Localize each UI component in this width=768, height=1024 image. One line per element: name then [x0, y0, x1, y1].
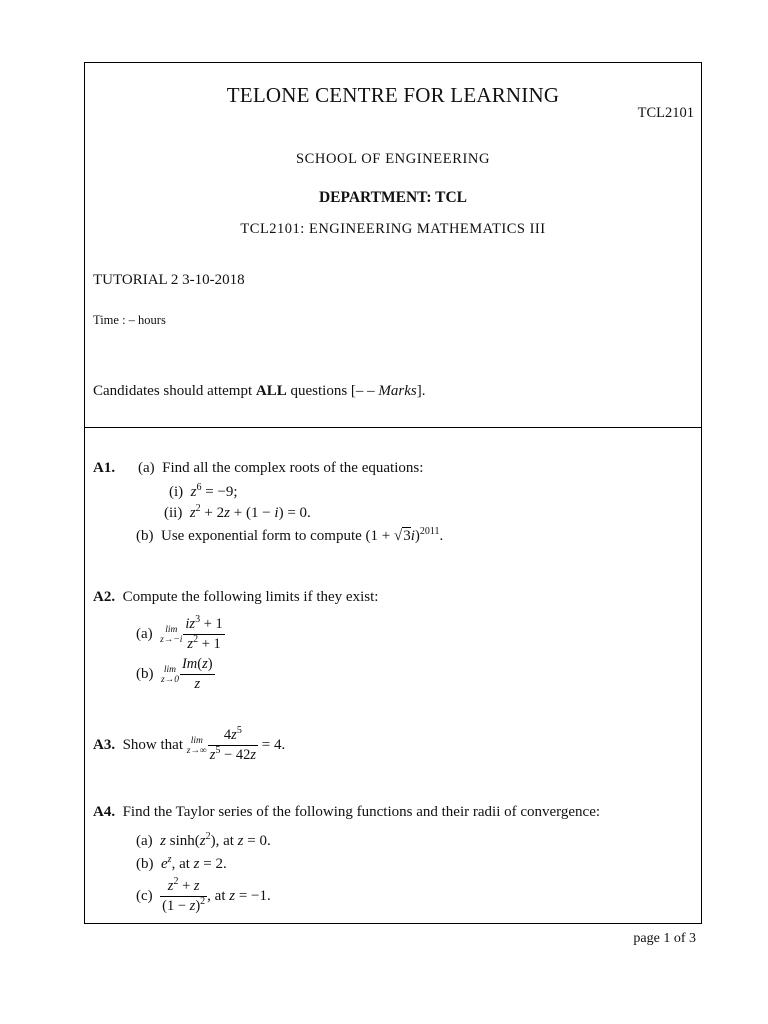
exam-sheet — [84, 62, 702, 924]
department-name: DEPARTMENT: TCL — [318, 189, 467, 206]
question-a1a-ii: (ii) $z^2 + 2z + (1 - i) = 0$. — [164, 503, 311, 521]
question-a2: A2. Compute the following limits if they exist: — [93, 589, 379, 605]
section-divider — [85, 427, 701, 428]
instructions-suffix: questions [– – — [286, 383, 375, 399]
question-a4b: (b) $e^z$, at z = 2. — [136, 854, 227, 872]
school-name: SCHOOL OF ENGINEERING — [295, 151, 491, 167]
instructions-prefix: Candidates should attempt — [93, 383, 256, 399]
question-a1a-i: (i) $z^6 = -9$; — [169, 482, 238, 500]
tutorial-label: TUTORIAL 2 3-10-2018 — [93, 272, 245, 288]
instructions-bold: ALL — [255, 383, 287, 399]
question-a3: A3. Show that lim z→∞ $\frac{4z^5}{z^5 - 42z}$ = 4. — [93, 725, 286, 763]
course-title: TCL2101: ENGINEERING MATHEMATICS III — [240, 221, 546, 237]
institution-title: TELONE CENTRE FOR LEARNING — [226, 83, 560, 107]
instructions — [93, 383, 425, 400]
question-a2b: (b) lim z→0 $\frac{Im(z)}{z}$ — [136, 656, 213, 692]
question-a2a: (a) lim z→−i $\frac{iz^3 + 1}{z^2 + 1}$ — [136, 614, 223, 652]
question-a1a: (a) Find all the complex roots of the equations: — [138, 460, 424, 476]
time-allowed: Time : – hours — [93, 313, 166, 327]
course-code: TCL2101 — [637, 105, 694, 121]
question-a1-label: A1. — [93, 460, 116, 476]
question-a4a: (a) z $\sinh(z^2)$, at z = 0. — [136, 831, 271, 849]
instructions-end: ]. — [416, 383, 426, 399]
question-a4c: (c) $\frac{z^2 + z}{(1 - z)^2}$ , at z = −1. — [136, 876, 271, 914]
page-number: page 1 of 3 — [633, 931, 696, 946]
question-a4: A4. Find the Taylor series of the following functions and their radii of convergence: — [93, 804, 601, 820]
instructions-marks: Marks — [378, 383, 417, 399]
question-a1b: (b) Use exponential form to compute $(1 + √3i)^{2011}$. — [136, 526, 444, 544]
